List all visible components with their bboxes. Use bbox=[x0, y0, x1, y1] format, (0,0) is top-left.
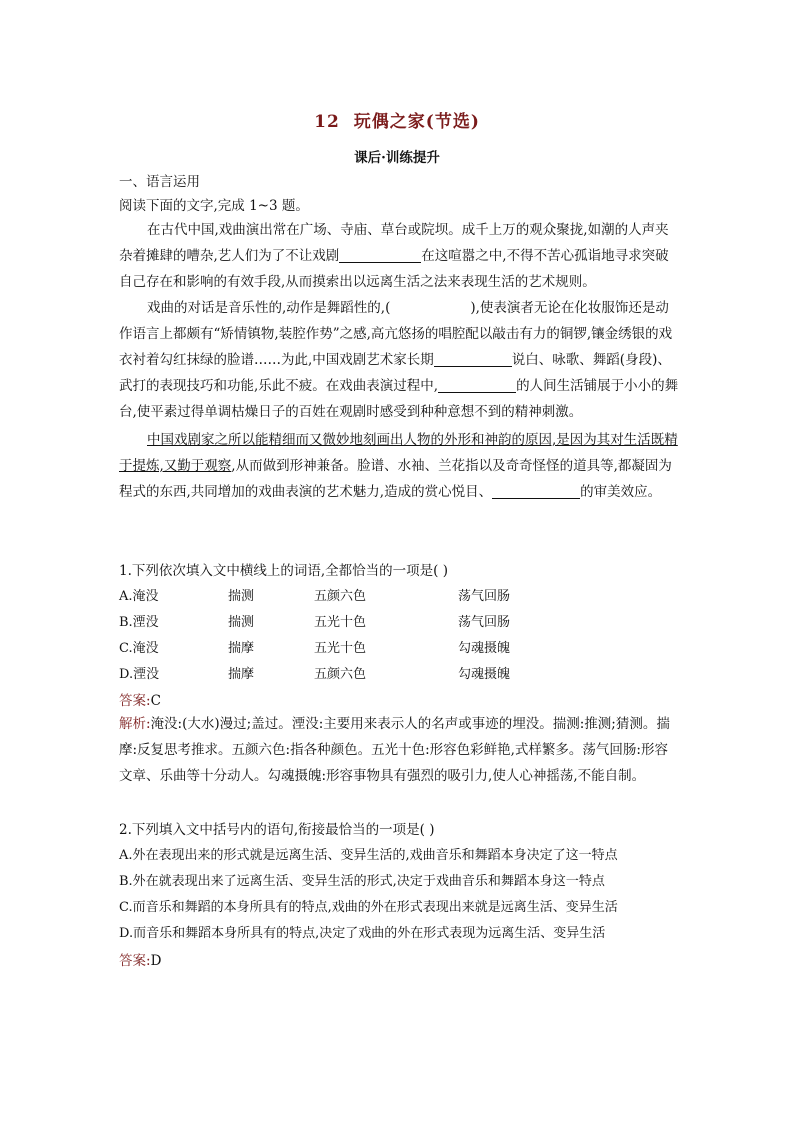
passage-text: 戏曲的对话是音乐性的,动作是舞蹈性的,( bbox=[147, 300, 391, 316]
answer-label: 答案: bbox=[119, 693, 151, 709]
fill-blank-1 bbox=[339, 246, 421, 263]
passage-paragraph-3 bbox=[119, 427, 679, 505]
question-2-option-c[interactable]: C.而音乐和舞蹈的本身所具有的特点,戏曲的外在形式表现出来就是远离生活、变异生活 bbox=[119, 900, 618, 915]
passage-text: 的审美效应。 bbox=[580, 484, 662, 500]
question-2-option-a[interactable]: A.外在表现出来的形式就是远离生活、变异生活的,戏曲音乐和舞蹈本身决定了这一特点 bbox=[119, 848, 618, 863]
question-1-stem: 1.下列依次填入文中横线上的词语,全都恰当的一项是( ) bbox=[119, 563, 448, 579]
explanation-label: 解析: bbox=[119, 716, 151, 732]
question-1-explanation bbox=[119, 711, 679, 789]
fill-blank-4 bbox=[492, 482, 580, 499]
lesson-title: 玩偶之家(节选) bbox=[353, 112, 480, 132]
passage-text: 说白、咏歌、舞蹈(身段)、武打的表现技巧和功能,乐此不疲。在戏曲表演过程中, bbox=[119, 352, 671, 394]
section-heading: 一、语言运用 bbox=[119, 174, 200, 190]
lesson-number: 12 bbox=[314, 112, 340, 132]
page-title bbox=[0, 107, 794, 132]
fill-blank-2 bbox=[434, 350, 512, 367]
answer-value: D bbox=[150, 953, 162, 969]
question-1-answer bbox=[119, 691, 161, 711]
passage-text: 在古代中国,戏曲演出常在广场、寺庙、草台或院坝。成千上万的观众聚拢,如潮的人声夹杂着摊肆的嘈杂,艺人们为了不让戏剧 bbox=[119, 222, 669, 264]
answer-value: C bbox=[150, 693, 161, 709]
section-intro: 阅读下面的文字,完成 1~3 题。 bbox=[119, 198, 309, 214]
explanation-text: 淹没:(大水)漫过;盖过。湮没:主要用来表示人的名声或事迹的埋没。揣测:推测;猜测。揣摩:反复思考推求。五颜六色:指各种颜色。五光十色:形容色彩鲜艳,式样繁多。荡气回肠:形容文章、乐曲等十分动人。勾魂摄魄:形容事物具有强烈的吸引力,使人心神摇荡,不能自制。 bbox=[119, 716, 670, 784]
question-2-option-b[interactable]: B.外在就表现出来了远离生活、变异生活的形式,决定于戏曲音乐和舞蹈本身这一特点 bbox=[119, 874, 605, 889]
passage-text: ),使表演者无论在化妆服饰还是动作语言上都颇有“矫情镇物,装腔作势”之感,高亢悠扬的唱腔配以敲击有力的铜锣,镶金绣银的戏衣衬着勾红抹绿的脸谱……为此,中国戏剧艺术家长期 bbox=[119, 300, 673, 368]
passage-paragraph-1 bbox=[119, 217, 679, 295]
passage-text: 在这喧嚣之中,不得不苦心孤诣地寻求突破自己存在和影响的有效手段,从而摸索出以远离生活之法来表现生活的艺术规则。 bbox=[119, 248, 669, 290]
question-2-answer bbox=[119, 951, 161, 971]
passage-text: 的人间生活铺展于小小的舞台,使平素过得单调枯燥日子的百姓在观剧时感受到种种意想不到的精神刺激。 bbox=[119, 378, 679, 420]
passage-text: ,从而做到形神兼备。脸谱、水袖、兰花指以及奇奇怪怪的道具等,都凝固为程式的东西,共同增加的戏曲表演的艺术魅力,造成的赏心悦目、 bbox=[119, 458, 672, 500]
passage-paragraph-2 bbox=[119, 295, 679, 425]
underlined-sentence: 中国戏剧家之所以能精细而又微妙地刻画出人物的外形和神韵的原因,是因为其对生活既精于提炼,又勤于观察 bbox=[119, 432, 678, 474]
fill-blank-3 bbox=[438, 376, 516, 393]
document-page: 12 玩偶之家(节选) 课后·训练提升 一、语言运用 阅读下面的文字,完成 1~3 题。 在古代中国,戏曲演出常在广场、寺庙、草台或院坝。成千上万的观众聚拢,如潮的人声夹杂着摊肆的嘈杂,艺人们为了不让戏剧 在这喧嚣之中,不得不苦心孤诣地寻求突破自己存在和影响的有效手段,从而摸索出以远离生活之法来表现生活的艺术规则。 戏曲的对话是音乐性的,动作是舞蹈性的,( ),使表演者无论在化妆服饰还是动作语言上都颇有“矫情镇物,装腔作势”之感,高亢悠扬的唱腔配以敲击有力的铜锣,镶金绣银的戏衣衬着勾红抹绿的脸谱……为此,中国戏剧艺术家长期 说白、咏歌、舞蹈(身段)、武打的表现技巧和功能,乐此不疲。在戏曲表演过程中, 的人间生活铺展于小小的舞台,使平素过得单调枯燥日子的百姓在观剧时感受到种种意想不到的精神刺激。 中国戏剧家之所以能精细而又微妙地刻画出人物的外形和神韵的原因,是因为其对生活既精于提炼,又勤于观察,从而做到形神兼备。脸谱、水袖、兰花指以及奇奇怪怪的道具等,都凝固为程式的东西,共同增加的戏曲表演的艺术魅力,造成的赏心悦目、 的审美效应。 1.下列依次填入文中横线上的词语,全都恰当的一项是( ) A.淹没 揣测 五颜六色 荡气回肠 B.湮没 揣测 五光十色 荡气回肠 C.淹没 揣摩 五光十色 勾魂摄魄 D.湮没 揣摩 五颜六色 勾魂摄魄 答案:C 解析:淹没:(大水)漫过;盖过。湮没:主要用来表示人的名声或事迹的埋没。揣测:推测;猜测。揣摩:反复思考推求。五颜六色:指各种颜色。五光十色:形容色彩鲜艳,式样繁多。荡气回肠:形容文章、乐曲等十分动人。勾魂摄魄:形容事物具有强烈的吸引力,使人心神摇荡,不能自制。 2.下列填入文中括号内的语句,衔接最恰当的一项是( ) A.外在表现出来的形式就是远离生活、变异生活的,戏曲音乐和舞蹈本身决定了这一特点 B.外在就表现出来了远离生活、变异生活的形式,决定于戏曲音乐和舞蹈本身这一特点 C.而音乐和舞蹈的本身所具有的特点,戏曲的外在形式表现出来就是远离生活、变异生活 D.而音乐和舞蹈本身所具有的特点,决定了戏曲的外在形式表现为远离生活、变异生活 答案:D bbox=[0, 0, 794, 1123]
question-2-stem: 2.下列填入文中括号内的语句,衔接最恰当的一项是( ) bbox=[119, 822, 435, 838]
question-2-option-d[interactable]: D.而音乐和舞蹈本身所具有的特点,决定了戏曲的外在形式表现为远离生活、变异生活 bbox=[119, 926, 606, 941]
answer-label: 答案: bbox=[119, 953, 151, 969]
page-subtitle: 课后·训练提升 bbox=[354, 150, 440, 166]
